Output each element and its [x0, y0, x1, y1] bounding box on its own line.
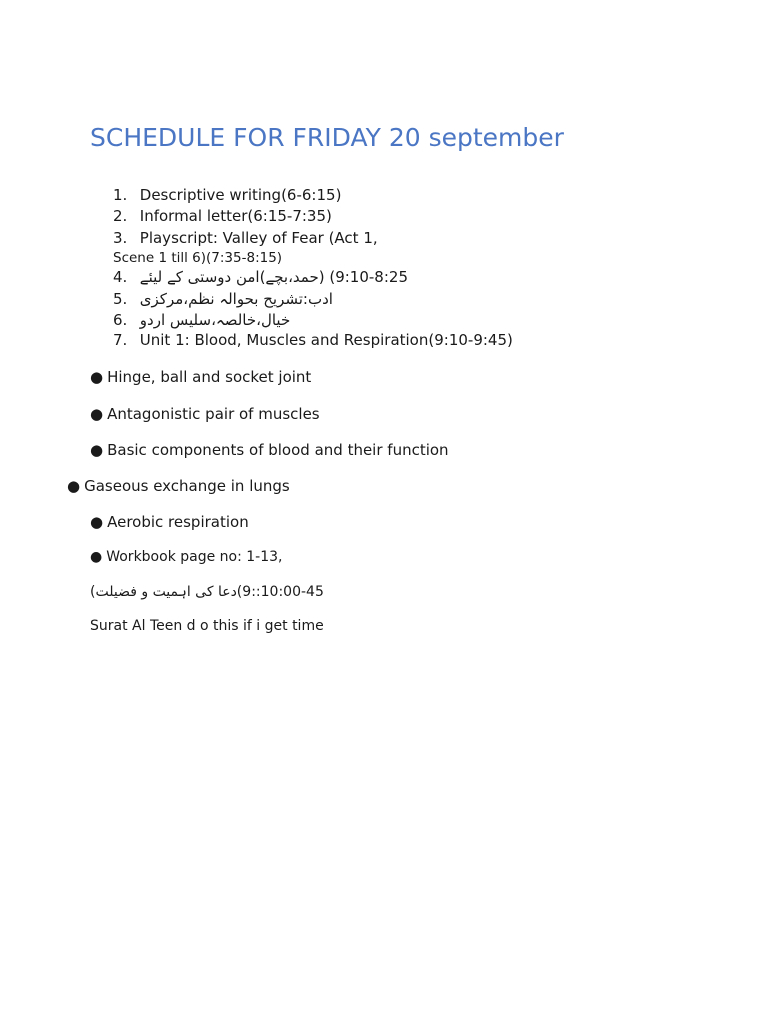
list-number: 5. — [113, 290, 128, 308]
bullet-item — [90, 405, 320, 423]
list-item-text: Informal letter(6:15-7:35) — [139, 207, 332, 225]
list-item-text: ادب:تشریح بحوالہ نظم،مرکزی — [139, 290, 333, 308]
list-item-text: Unit 1: Blood, Muscles and Respiration(9:10-9:45) — [139, 331, 513, 349]
list-number: 2. — [113, 207, 128, 225]
bullet-icon: ● — [90, 368, 104, 386]
bullet-text: Basic components of blood and their function — [107, 441, 449, 459]
bullet-item — [90, 513, 249, 531]
list-item — [113, 186, 341, 204]
bullet-icon: ● — [90, 513, 104, 531]
note-line: Surat Al Teen d o this if i get time — [90, 618, 324, 634]
bullet-item — [90, 549, 283, 565]
bullet-icon: ● — [90, 441, 104, 459]
list-item — [113, 229, 378, 247]
bullet-text: Workbook page no: 1-13, — [106, 549, 283, 565]
bullet-item — [90, 368, 311, 386]
list-item-text: 9:10-8:25) (حمد،بچے)امن دوستی کے لیئے — [139, 268, 408, 286]
list-item — [113, 268, 408, 286]
bullet-item — [90, 441, 449, 459]
bullet-item — [67, 477, 290, 495]
list-item — [113, 311, 290, 329]
list-number: 7. — [113, 331, 128, 349]
list-number: 3. — [113, 229, 128, 247]
urdu-line-text: 10:00-45::9)دعا کی اہمیت و فضیلت) — [90, 584, 324, 600]
list-item — [113, 331, 513, 349]
list-number: 1. — [113, 186, 128, 204]
list-number: 4. — [113, 268, 128, 286]
bullet-text: Antagonistic pair of muscles — [107, 405, 320, 423]
bullet-icon: ● — [90, 549, 103, 565]
bullet-text: Aerobic respiration — [107, 513, 249, 531]
list-item-text: خیال،خالصہ،سلیس اردو — [139, 311, 291, 329]
list-item — [113, 290, 333, 308]
bullet-icon: ● — [67, 477, 81, 495]
list-item-text: Descriptive writing(6-6:15) — [139, 186, 342, 204]
page-title: SCHEDULE FOR FRIDAY 20 september — [90, 123, 564, 152]
list-item-text: Playscript: Valley of Fear (Act 1, — [139, 229, 378, 247]
list-item — [113, 207, 332, 225]
list-item-continuation: Scene 1 till 6)(7:35-8:15) — [113, 250, 283, 266]
bullet-text: Hinge, ball and socket joint — [107, 368, 312, 386]
bullet-icon: ● — [90, 405, 104, 423]
list-number: 6. — [113, 311, 128, 329]
urdu-line — [90, 584, 324, 600]
bullet-text: Gaseous exchange in lungs — [84, 477, 290, 495]
